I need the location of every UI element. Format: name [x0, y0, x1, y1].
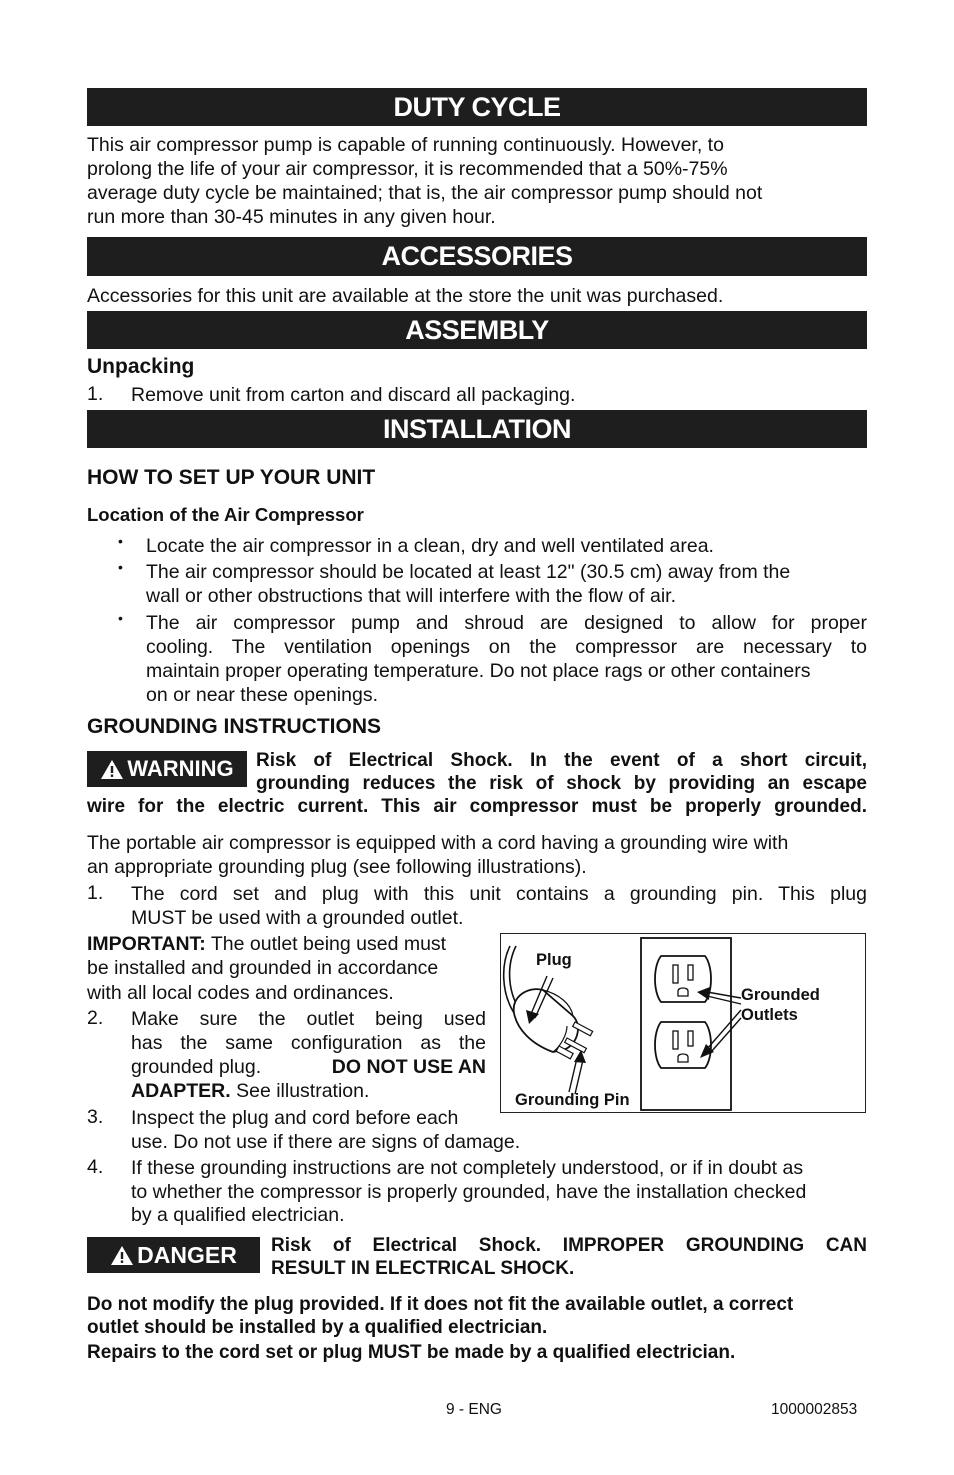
- no-adapter-text: ADAPTER.: [131, 1080, 231, 1102]
- accessories-text: Accessories for this unit are available at the store the unit was purchased.: [87, 285, 724, 307]
- location-bullet-text: maintain proper operating temperature. Do not place rags or other containers: [146, 660, 811, 682]
- assembly-heading: ASSEMBLY: [87, 311, 867, 349]
- important-label: IMPORTANT:: [87, 933, 206, 955]
- important-text: be installed and grounded in accordance: [87, 957, 439, 979]
- grounding-step-number: 4.: [87, 1156, 104, 1178]
- grounding-step-text: use. Do not use if there are signs of damage.: [131, 1131, 521, 1153]
- grounded-outlets-label: Outlets: [741, 1006, 798, 1024]
- important-note: [87, 932, 446, 956]
- location-bullet-text: Locate the air compressor in a clean, dry and well ventilated area.: [146, 535, 714, 557]
- warning-text: wire for the electric current. This air compressor must be properly grounded.: [87, 796, 867, 817]
- grounding-step-number: 3.: [87, 1106, 104, 1128]
- location-bullet-text: wall or other obstructions that will interfere with the flow of air.: [146, 585, 676, 607]
- setup-heading: HOW TO SET UP YOUR UNIT: [87, 466, 376, 489]
- danger-label: DANGER: [137, 1241, 237, 1268]
- grounding-step-text: by a qualified electrician.: [131, 1204, 345, 1226]
- bullet: •: [118, 533, 123, 549]
- plug-outlet-illustration: [500, 933, 866, 1113]
- closing-text: Repairs to the cord set or plug MUST be made by a qualified electrician.: [87, 1342, 736, 1363]
- location-bullet-text: The air compressor should be located at least 12" (30.5 cm) away from the: [146, 561, 791, 583]
- danger-triangle-icon: [110, 1245, 134, 1266]
- unpacking-heading: Unpacking: [87, 355, 195, 378]
- grounding-step-number: 1.: [87, 882, 104, 904]
- document-number: 1000002853: [771, 1401, 858, 1418]
- warning-label: WARNING: [127, 756, 234, 781]
- location-bullet-text: The air compressor pump and shroud are designed to allow for proper: [146, 612, 867, 634]
- grounding-intro: an appropriate grounding plug (see following illustrations).: [87, 856, 587, 878]
- important-text: with all local codes and ordinances.: [87, 982, 394, 1004]
- grounding-heading: GROUNDING INSTRUCTIONS: [87, 715, 381, 738]
- installation-heading: INSTALLATION: [87, 410, 867, 448]
- grounding-step-text: If these grounding instructions are not completely understood, or if in doubt as: [131, 1157, 804, 1179]
- grounding-step-text-part: grounded plug.: [131, 1056, 262, 1078]
- grounding-step-text: [131, 1055, 486, 1079]
- grounding-step-text: to whether the compressor is properly grounded, have the installation checked: [131, 1181, 807, 1203]
- accessories-heading: ACCESSORIES: [87, 237, 867, 276]
- grounded-outlets-label: Grounded: [741, 986, 820, 1004]
- danger-text: Risk of Electrical Shock. IMPROPER GROUNDING CAN: [271, 1235, 867, 1256]
- grounding-step-text: Make sure the outlet being used: [131, 1008, 486, 1030]
- unpacking-step-text: Remove unit from carton and discard all packaging.: [131, 384, 576, 406]
- duty-cycle-line: This air compressor pump is capable of running continuously. However, to: [87, 134, 724, 156]
- duty-cycle-line: prolong the life of your air compressor, it is recommended that a 50%-75%: [87, 158, 728, 180]
- duty-cycle-line: run more than 30-45 minutes in any given hour.: [87, 206, 496, 228]
- bullet: •: [118, 559, 123, 575]
- page-number: 9 - ENG: [446, 1401, 502, 1418]
- no-adapter-text: DO NOT USE AN: [331, 1056, 486, 1078]
- grounding-step-text: MUST be used with a grounded outlet.: [131, 907, 464, 929]
- unpacking-step-number: 1.: [87, 383, 104, 405]
- warning-badge: [87, 751, 247, 787]
- bullet: •: [118, 610, 123, 626]
- grounding-step-text: The cord set and plug with this unit contains a grounding pin. This plug: [131, 883, 867, 905]
- grounding-step-text: [131, 1079, 369, 1103]
- plug-label: Plug: [536, 951, 572, 969]
- danger-text: RESULT IN ELECTRICAL SHOCK.: [271, 1258, 575, 1279]
- grounding-step-number: 2.: [87, 1007, 104, 1029]
- warning-triangle-icon: [100, 759, 124, 780]
- closing-text: Do not modify the plug provided. If it does not fit the available outlet, a correct: [87, 1294, 794, 1315]
- danger-badge: [87, 1237, 260, 1273]
- duty-cycle-heading: DUTY CYCLE: [87, 88, 867, 126]
- grounding-step-text: has the same configuration as the: [131, 1032, 486, 1054]
- location-heading: Location of the Air Compressor: [87, 504, 364, 525]
- grounding-step-text-part: See illustration.: [236, 1080, 370, 1102]
- duty-cycle-line: average duty cycle be maintained; that is, the air compressor pump should not: [87, 182, 763, 204]
- location-bullet-text: on or near these openings.: [146, 684, 379, 706]
- grounding-step-text: Inspect the plug and cord before each: [131, 1107, 459, 1129]
- grounding-pin-label: Grounding Pin: [515, 1091, 630, 1109]
- closing-text: outlet should be installed by a qualified electrician.: [87, 1317, 548, 1338]
- warning-text: grounding reduces the risk of shock by providing an escape: [256, 773, 867, 794]
- grounding-intro: The portable air compressor is equipped with a cord having a grounding wire with: [87, 832, 789, 854]
- location-bullet-text: cooling. The ventilation openings on the compressor are necessary to: [146, 636, 867, 658]
- important-text: The outlet being used must: [210, 933, 447, 955]
- warning-text: Risk of Electrical Shock. In the event of a short circuit,: [256, 750, 867, 771]
